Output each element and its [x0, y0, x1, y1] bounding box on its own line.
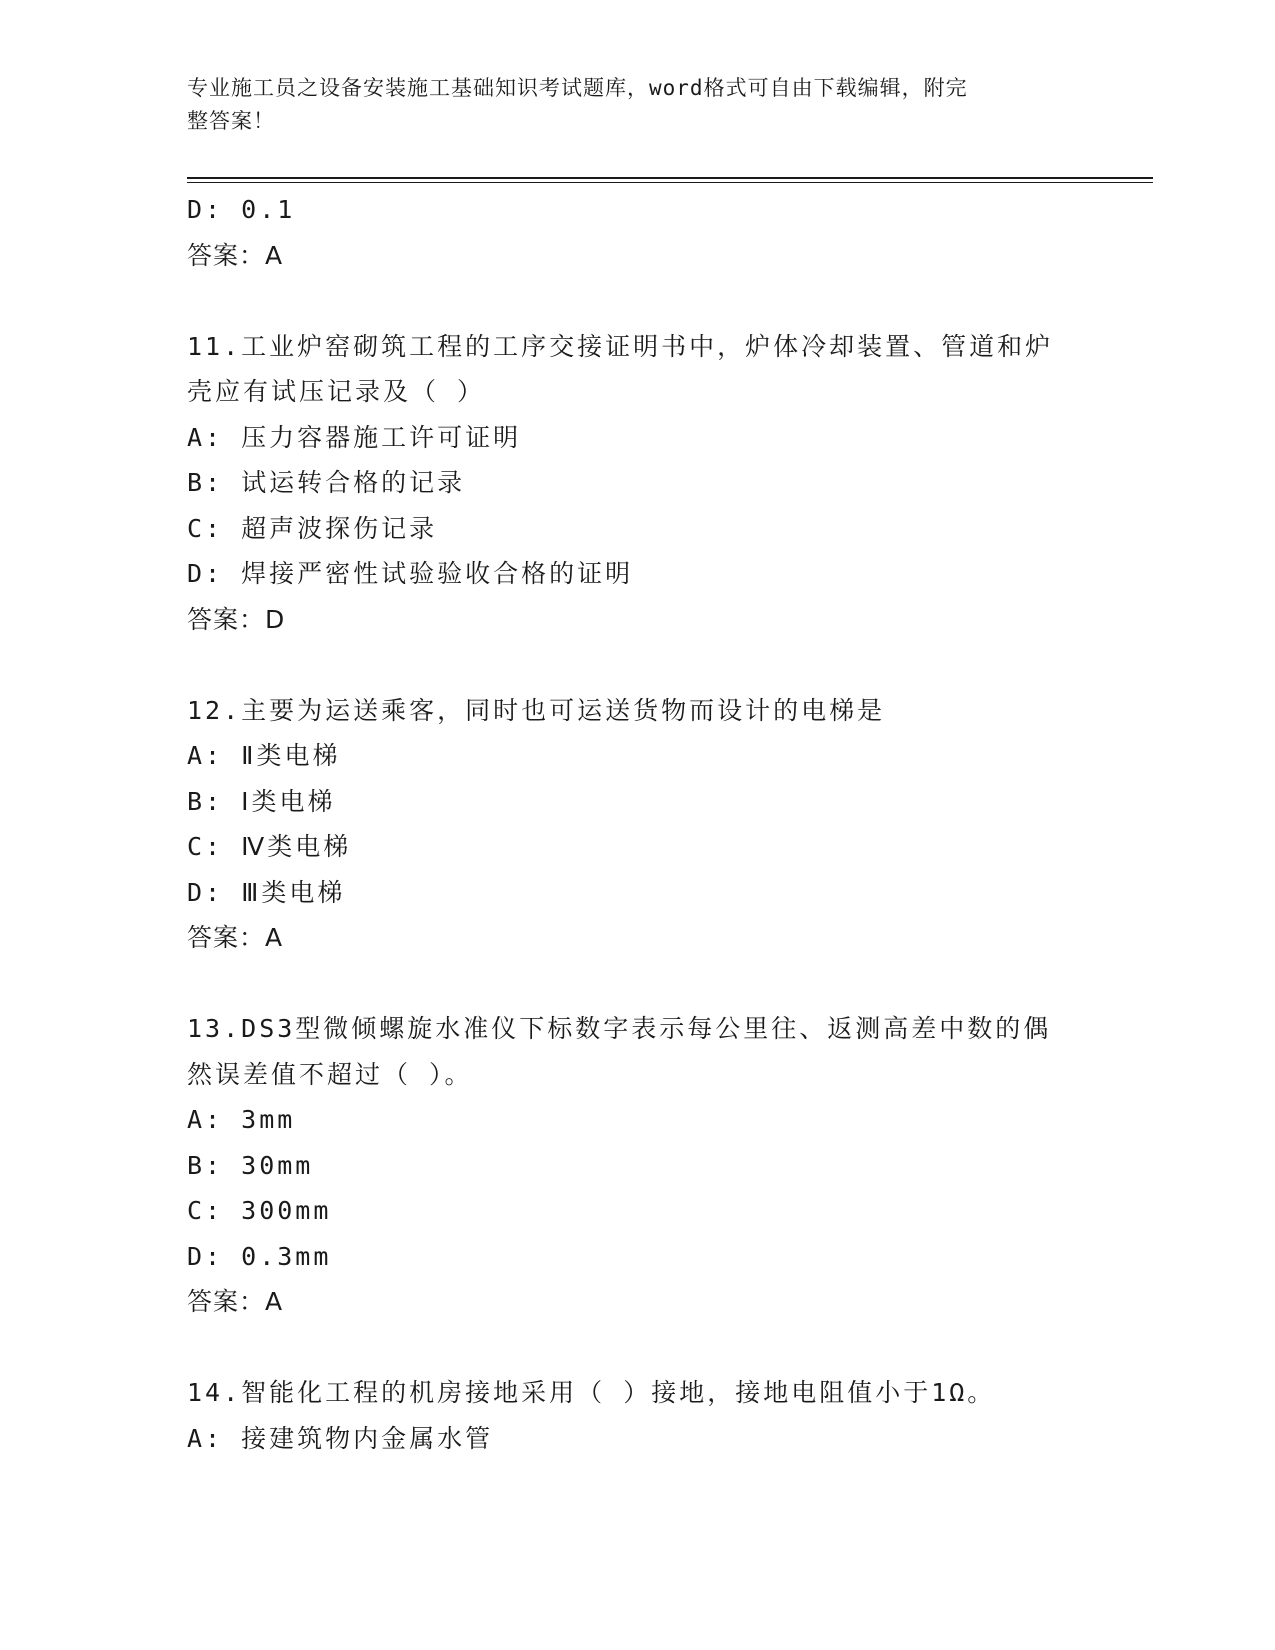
option-b: B: 试运转合格的记录 — [187, 468, 466, 497]
question-stem-line-1: 13.DS3型微倾螺旋水准仪下标数字表示每公里往、返测高差中数的偶 — [187, 1014, 1052, 1043]
answer: 答案：D — [187, 604, 286, 634]
option-a: A: 压力容器施工许可证明 — [187, 422, 522, 452]
question-11 — [187, 324, 1107, 643]
header-title-line-1: 专业施工员之设备安装施工基础知识考试题库，word格式可自由下载编辑，附完 — [187, 76, 968, 100]
option-b: B: 30mm — [187, 1150, 314, 1180]
option-c: C: Ⅳ类电梯 — [187, 832, 352, 861]
option-d: D: 焊接严密性试验验收合格的证明 — [187, 559, 634, 588]
question-stem-line-1: 11.工业炉窑砌筑工程的工序交接证明书中，炉体冷却装置、管道和炉 — [187, 331, 1054, 361]
option-c: C: 300mm — [187, 1196, 332, 1225]
question-14 — [187, 1370, 1107, 1461]
question-stem-line-2: 然误差值不超过（ ）。 — [187, 1059, 473, 1089]
header-title-line-2: 整答案！ — [187, 109, 275, 133]
header-divider-thin — [187, 182, 1153, 183]
question-12 — [187, 688, 1107, 961]
prev-option-d: D: 0.1 — [187, 195, 296, 224]
answer: 答案：A — [187, 923, 284, 952]
spacer — [187, 961, 1107, 1007]
option-d: D: Ⅲ类电梯 — [187, 877, 346, 907]
question-stem-line-2: 壳应有试压记录及（ ） — [187, 377, 486, 406]
option-b: B: Ⅰ类电梯 — [187, 786, 336, 816]
document-header — [187, 72, 1067, 138]
option-c: C: 超声波探伤记录 — [187, 513, 438, 543]
answer: 答案：A — [187, 1287, 284, 1316]
option-a: A: 3mm — [187, 1105, 296, 1134]
question-13 — [187, 1006, 1107, 1325]
header-divider-thick — [187, 177, 1153, 179]
question-stem-line-1: 14.智能化工程的机房接地采用（ ）接地，接地电阻值小于1Ω。 — [187, 1378, 996, 1407]
prev-answer: 答案：A — [187, 240, 284, 270]
option-a: A: 接建筑物内金属水管 — [187, 1423, 494, 1453]
spacer — [187, 278, 1107, 324]
option-d: D: 0.3mm — [187, 1241, 332, 1271]
spacer — [187, 1325, 1107, 1371]
spacer — [187, 642, 1107, 688]
option-a: A: Ⅱ类电梯 — [187, 741, 341, 770]
question-stem-line-1: 12.主要为运送乘客，同时也可运送货物而设计的电梯是 — [187, 695, 886, 725]
question-list — [187, 187, 1107, 1461]
